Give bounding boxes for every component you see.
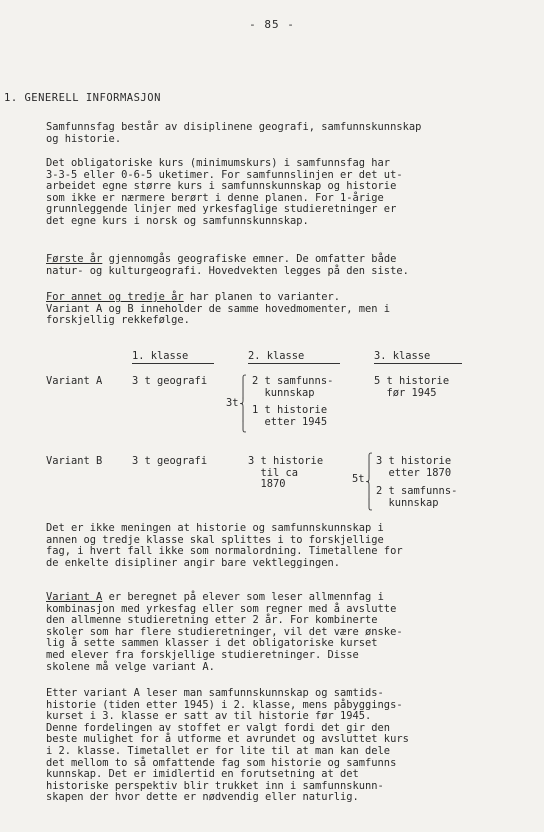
variant-a-class1: 3 t geografi [132,375,208,387]
first-year-label: Første år [46,253,103,265]
column-header-1: 1. klasse [132,350,214,364]
paragraph-intro: Samfunnsfag består av disiplinene geografi, samfunnskunnskap og historie. [46,121,422,145]
first-year-text: gjennomgås geografiske emner. De omfatter både natur- og kulturgeografi. Hovedvekten legges på den siste. [46,253,409,277]
variant-b-class3-part2: 2 t samfunns- kunnskap [376,485,458,509]
variants-label: For annet og tredje år [46,291,184,303]
variant-a-class2-part1: 2 t samfunns- kunnskap [252,375,334,399]
section-heading: 1. GENERELL INFORMASJON [4,92,161,104]
variant-a-class3: 5 t historie før 1945 [374,375,450,399]
paragraph-first-year [46,254,486,277]
variant-b-label: Variant B [46,455,103,467]
paragraph-variant-a-details: Etter variant A leser man samfunnskunnskap og samtids- historie (tiden etter 1945) i 2. klasse, mens påbyggings- kurset i 3. klasse er satt av til historie før 1945. Denne fordelingen av stoffet er valgt fordi det gir den beste mulighet for å utforme et avrundet og avsluttet kurs i 2. klasse. Timetallet er for lite til at man kan dele det mellom to så omfattende fag som historie og samfunns kunnskap. Det er imidlertid en forutsetning at det historiske perspektiv blir trukket inn i samfunnskunn- skapen der hvor dette er nødvendig eller naturlig. [46,687,409,804]
brace-a: ⎧ ⎪ ⎨ ⎪ ⎩ [240,376,247,434]
variant-b-class3-part1: 3 t historie etter 1870 [376,455,452,479]
variant-b-class1: 3 t geografi [132,455,208,467]
variant-a-label: Variant A [46,375,103,387]
variant-a-class2-total: 3t [226,397,239,409]
brace-b: ⎧ ⎪ ⎨ ⎪ ⎩ [366,454,373,512]
variant-b-class2: 3 t historie til ca 1870 [248,455,324,491]
page-number: - 85 - [249,18,295,31]
paragraph-courses: Det obligatoriske kurs (minimumskurs) i samfunnsfag har 3-3-5 eller 0-6-5 uketimer. For samfunnslinjen er det ut- arbeidet egne større kurs i samfunnskunnskap og historie som ikke er nærmere berørt i denne planen. For 1-årige grunnleggende linjer med yrkesfaglige studieretninger er det egne kurs i norsk og samfunnskunnskap. [46,157,403,227]
variant-a-class2-part2: 1 t historie etter 1945 [252,404,328,428]
column-header-3: 3. klasse [374,350,462,364]
variant-a-term: Variant A [46,591,103,603]
variant-b-class3-total: 5t [352,473,365,485]
paragraph-meaning: Det er ikke meningen at historie og samfunnskunnskap i annen og tredje klasse skal splittes i to forskjellige fag, i hvert fall ikke som normalordning. Timetallene for de enkelte disipliner angir bare vektleggingen. [46,522,403,569]
variant-a-text: er beregnet på elever som leser allmennfag i kombinasjon med yrkesfag eller som regner med å avslutte den allmenne studieretning etter 2 år. For kombinerte skoler som har flere studieretninger, vil det være ønske- lig å sette sammen klasser i det obligatoriske kurset med elever fra forskjellige studieretninger. Disse skolene må velge variant A. [46,591,403,673]
paragraph-variants [46,292,486,327]
column-header-2: 2. klasse [248,350,340,364]
paragraph-variant-a [46,592,486,673]
variants-text: har planen to varianter. Variant A og B inneholder de samme hovedmomenter, men i forskjellig rekkefølge. [46,291,391,327]
